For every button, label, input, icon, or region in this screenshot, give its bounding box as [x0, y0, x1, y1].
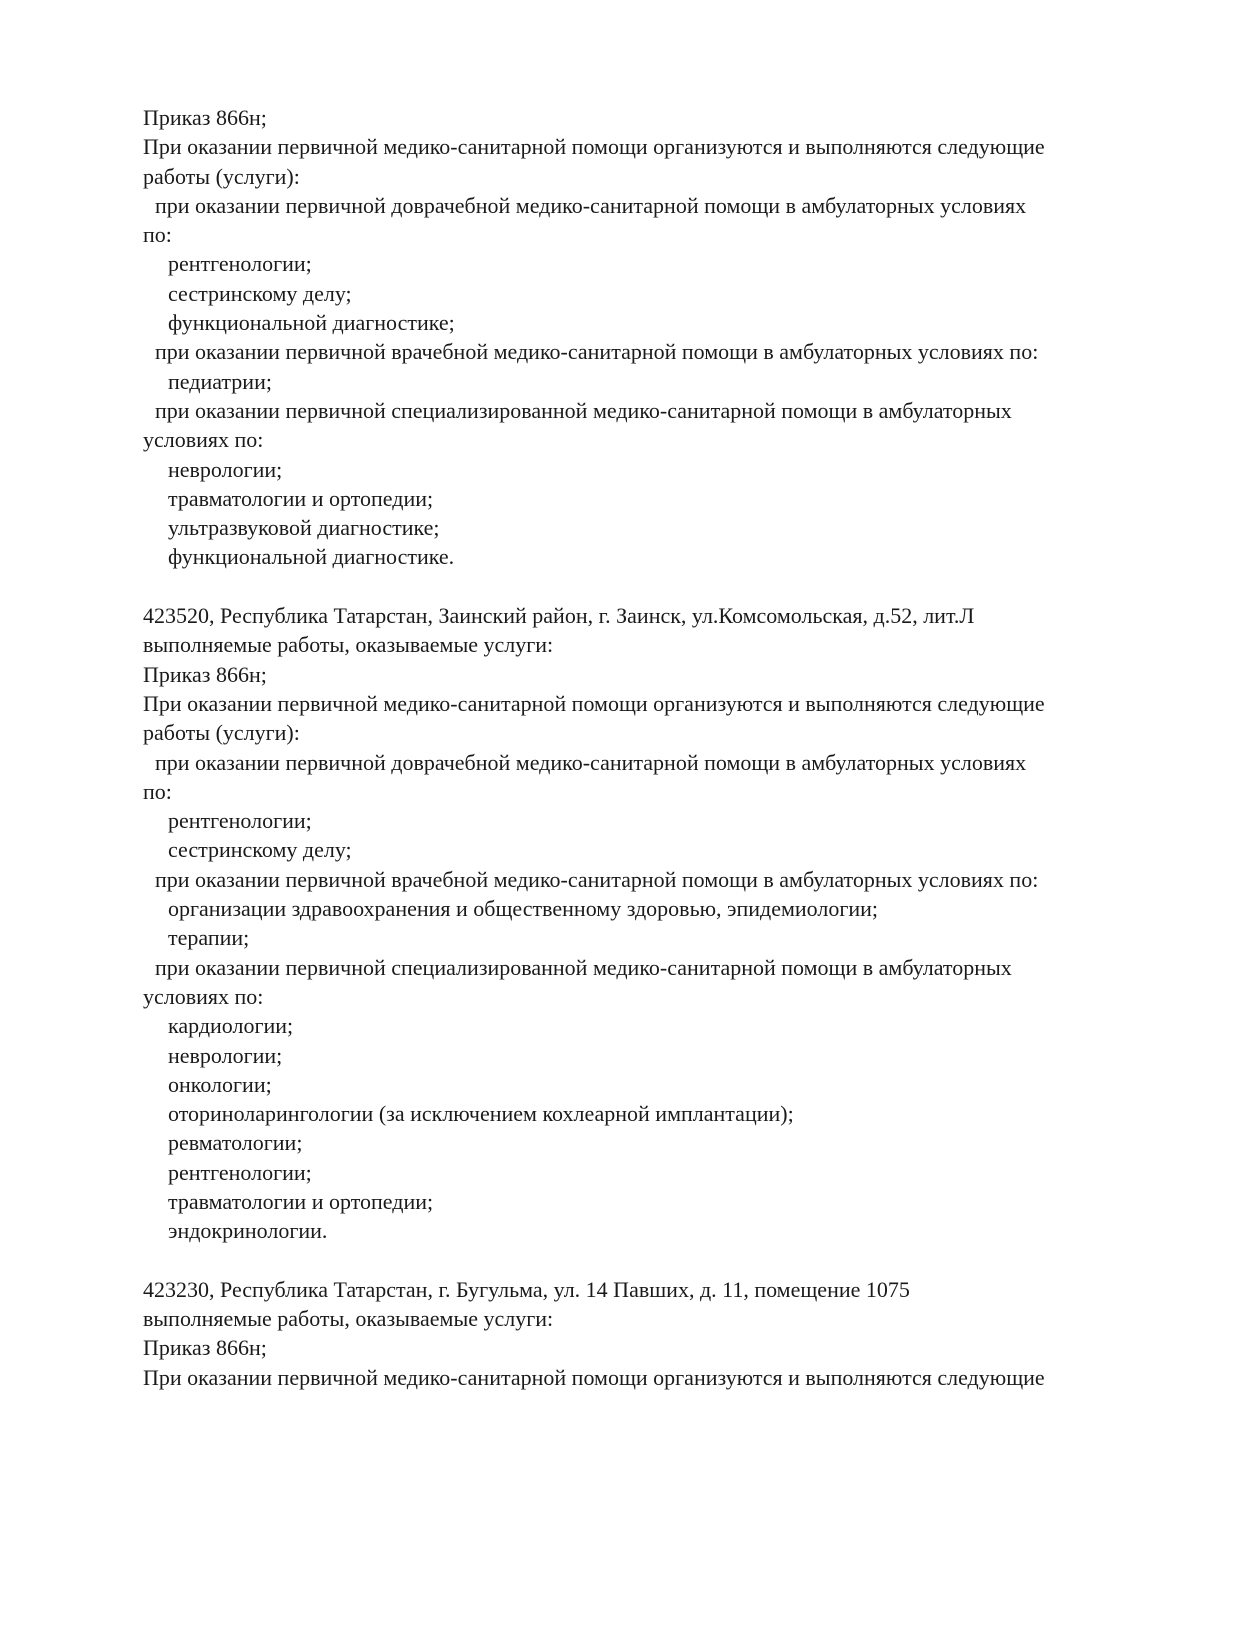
text-line: рентгенологии; [168, 251, 312, 277]
text-line: при оказании первичной врачебной медико-санитарной помощи в амбулаторных условиях по: [155, 339, 1039, 365]
text-line: Приказ 866н; [143, 1335, 267, 1361]
text-line: при оказании первичной доврачебной медико-санитарной помощи в амбулаторных условиях [155, 192, 1027, 218]
text-line: по: [143, 222, 172, 248]
document-body [143, 103, 1183, 1392]
text-line: сестринскому делу; [168, 280, 352, 306]
text-line: условиях по: [143, 983, 264, 1009]
text-line: выполняемые работы, оказываемые услуги: [143, 1306, 554, 1332]
text-line: При оказании первичной медико-санитарной помощи организуются и выполняются следующие [143, 1364, 1045, 1390]
text-line: При оказании первичной медико-санитарной помощи организуются и выполняются следующие [143, 690, 1045, 716]
text-line: травматологии и ортопедии; [168, 485, 434, 511]
paragraph-gap [143, 1246, 1183, 1275]
text-line: Приказ 866н; [143, 105, 267, 130]
text-line: функциональной диагностике; [168, 310, 455, 336]
text-line: 423230, Республика Татарстан, г. Бугульма, ул. 14 Павших, д. 11, помещение 1075 [143, 1276, 910, 1302]
text-line: ультразвуковой диагностике; [168, 515, 440, 541]
text-line: условиях по: [143, 427, 264, 453]
text-line: педиатрии; [168, 368, 272, 394]
text-line: при оказании первичной доврачебной медико-санитарной помощи в амбулаторных условиях [155, 749, 1027, 775]
text-line: ревматологии; [168, 1130, 303, 1156]
text-line: при оказании первичной специализированной медико-санитарной помощи в амбулаторных [155, 954, 1012, 980]
text-line: организации здравоохранения и общественному здоровью, эпидемиологии; [168, 896, 879, 922]
text-line: работы (услуги): [143, 163, 300, 189]
text-line: эндокринологии. [168, 1218, 328, 1244]
text-line: рентгенологии; [168, 808, 312, 834]
text-line: травматологии и ортопедии; [168, 1188, 434, 1214]
text-line: оториноларингологии (за исключением кохлеарной имплантации); [168, 1101, 794, 1127]
text-line: при оказании первичной специализированной медико-санитарной помощи в амбулаторных [155, 397, 1012, 423]
text-line: неврологии; [168, 456, 283, 482]
text-line: при оказании первичной врачебной медико-санитарной помощи в амбулаторных условиях по: [155, 866, 1039, 892]
text-line: выполняемые работы, оказываемые услуги: [143, 632, 554, 658]
text-line: онкологии; [168, 1071, 272, 1097]
text-line: терапии; [168, 925, 250, 951]
text-line: по: [143, 778, 172, 804]
text-line: Приказ 866н; [143, 661, 267, 687]
text-line: функциональной диагностике. [168, 544, 455, 570]
text-line: кардиологии; [168, 1013, 294, 1039]
text-line: 423520, Республика Татарстан, Заинский район, г. Заинск, ул.Комсомольская, д.52, лит.Л [143, 603, 975, 629]
paragraph-gap [143, 572, 1183, 601]
text-line: сестринскому делу; [168, 837, 352, 863]
text-line: работы (услуги): [143, 720, 300, 746]
text-line: неврологии; [168, 1042, 283, 1068]
text-line: рентгенологии; [168, 1159, 312, 1185]
text-line: При оказании первичной медико-санитарной помощи организуются и выполняются следующие [143, 134, 1045, 160]
